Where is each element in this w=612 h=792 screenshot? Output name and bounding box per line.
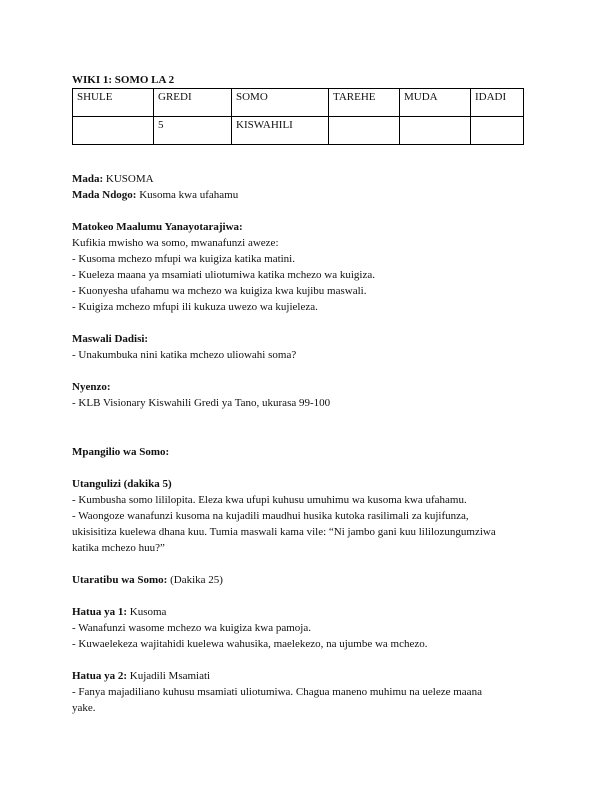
mada-line bbox=[72, 171, 238, 187]
title-text: WIKI 1: SOMO LA 2 bbox=[72, 74, 175, 86]
step-2-line: - Fanya majadiliano kuhusu msamiati uliotumiwa. Chagua maneno muhimu na ueleze maana bbox=[72, 686, 482, 698]
table-header: TAREHE bbox=[329, 89, 400, 117]
table-cell: KISWAHILI bbox=[232, 117, 329, 145]
table-cell bbox=[73, 117, 154, 145]
procedure-value: (Dakika 25) bbox=[167, 574, 223, 586]
lesson-plan-heading bbox=[72, 444, 169, 460]
outcome-line: Kufikia mwisho wa somo, mwanafunzi aweze: bbox=[72, 237, 279, 249]
table-cell bbox=[471, 117, 524, 145]
lesson-plan-title: Mpangilio wa Somo: bbox=[72, 446, 170, 458]
mada-ndogo-line bbox=[72, 187, 238, 203]
table-header: GREDI bbox=[154, 89, 232, 117]
table-header: SHULE bbox=[73, 89, 154, 117]
step-1-value: Kusoma bbox=[127, 606, 167, 618]
outcome-line: - Kuigiza mchezo mfupi ili kukuza uwezo wa kujieleza. bbox=[72, 301, 318, 313]
table-header-row bbox=[73, 89, 524, 117]
step-1-line: - Wanafunzi wasome mchezo wa kuigiza kwa pamoja. bbox=[72, 622, 311, 634]
step-2-section bbox=[72, 668, 482, 716]
step-1-heading bbox=[72, 604, 428, 620]
procedure-heading bbox=[72, 572, 223, 588]
mada-ndogo-value: Kusoma kwa ufahamu bbox=[136, 189, 239, 201]
step-2-line: yake. bbox=[72, 702, 96, 714]
mada-label: Mada: bbox=[72, 173, 104, 185]
mada-ndogo-label: Mada Ndogo: bbox=[72, 189, 137, 201]
step-1-section bbox=[72, 604, 428, 652]
outcomes-heading: Matokeo Maalumu Yanayotarajiwa: bbox=[72, 221, 243, 233]
introduction-line: - Waongoze wanafunzi kusoma na kujadili maudhui husika kutoka rasilimali za kujifunza, bbox=[72, 510, 469, 522]
questions-heading: Maswali Dadisi: bbox=[72, 333, 149, 345]
step-2-value: Kujadili Msamiati bbox=[127, 670, 211, 682]
topic-section bbox=[72, 171, 238, 203]
step-2-heading bbox=[72, 668, 482, 684]
step-2-label: Hatua ya 2: bbox=[72, 670, 127, 682]
introduction-heading: Utangulizi (dakika 5) bbox=[72, 478, 172, 490]
question-line: - Unakumbuka nini katika mchezo uliowahi soma? bbox=[72, 349, 297, 361]
table-row bbox=[73, 117, 524, 145]
table-cell: 5 bbox=[154, 117, 232, 145]
introduction-line: - Kumbusha somo lililopita. Eleza kwa ufupi kuhusu umuhimu wa kusoma kwa ufahamu. bbox=[72, 494, 467, 506]
table-cell bbox=[400, 117, 471, 145]
resource-line: - KLB Visionary Kiswahili Gredi ya Tano, ukurasa 99-100 bbox=[72, 397, 331, 409]
step-1-label: Hatua ya 1: bbox=[72, 606, 127, 618]
outcome-line: - Kuonyesha ufahamu wa mchezo wa kuigiza kwa kujibu maswali. bbox=[72, 285, 367, 297]
page-title bbox=[72, 72, 174, 88]
outcome-line: - Kusoma mchezo mfupi wa kuigiza katika matini. bbox=[72, 253, 295, 265]
mada-value: KUSOMA bbox=[103, 173, 154, 185]
table-header: MUDA bbox=[400, 89, 471, 117]
introduction-line: katika mchezo huu?” bbox=[72, 542, 165, 554]
introduction-section bbox=[72, 476, 496, 556]
questions-section bbox=[72, 331, 296, 363]
resources-heading: Nyenzo: bbox=[72, 381, 111, 393]
table-header: IDADI bbox=[471, 89, 524, 117]
outcomes-section bbox=[72, 219, 375, 315]
step-1-line: - Kuwaelekeza wajitahidi kuelewa wahusika, maelekezo, na ujumbe wa mchezo. bbox=[72, 638, 428, 650]
table-header: SOMO bbox=[232, 89, 329, 117]
outcome-line: - Kueleza maana ya msamiati uliotumiwa katika mchezo wa kuigiza. bbox=[72, 269, 375, 281]
table-cell bbox=[329, 117, 400, 145]
introduction-line: ukisisitiza kuelewa dhana kuu. Tumia maswali kama vile: “Ni jambo gani kuu lililozungumziwa bbox=[72, 526, 496, 538]
lesson-info-table bbox=[72, 88, 524, 145]
procedure-label: Utaratibu wa Somo: bbox=[72, 574, 168, 586]
resources-section bbox=[72, 379, 330, 411]
